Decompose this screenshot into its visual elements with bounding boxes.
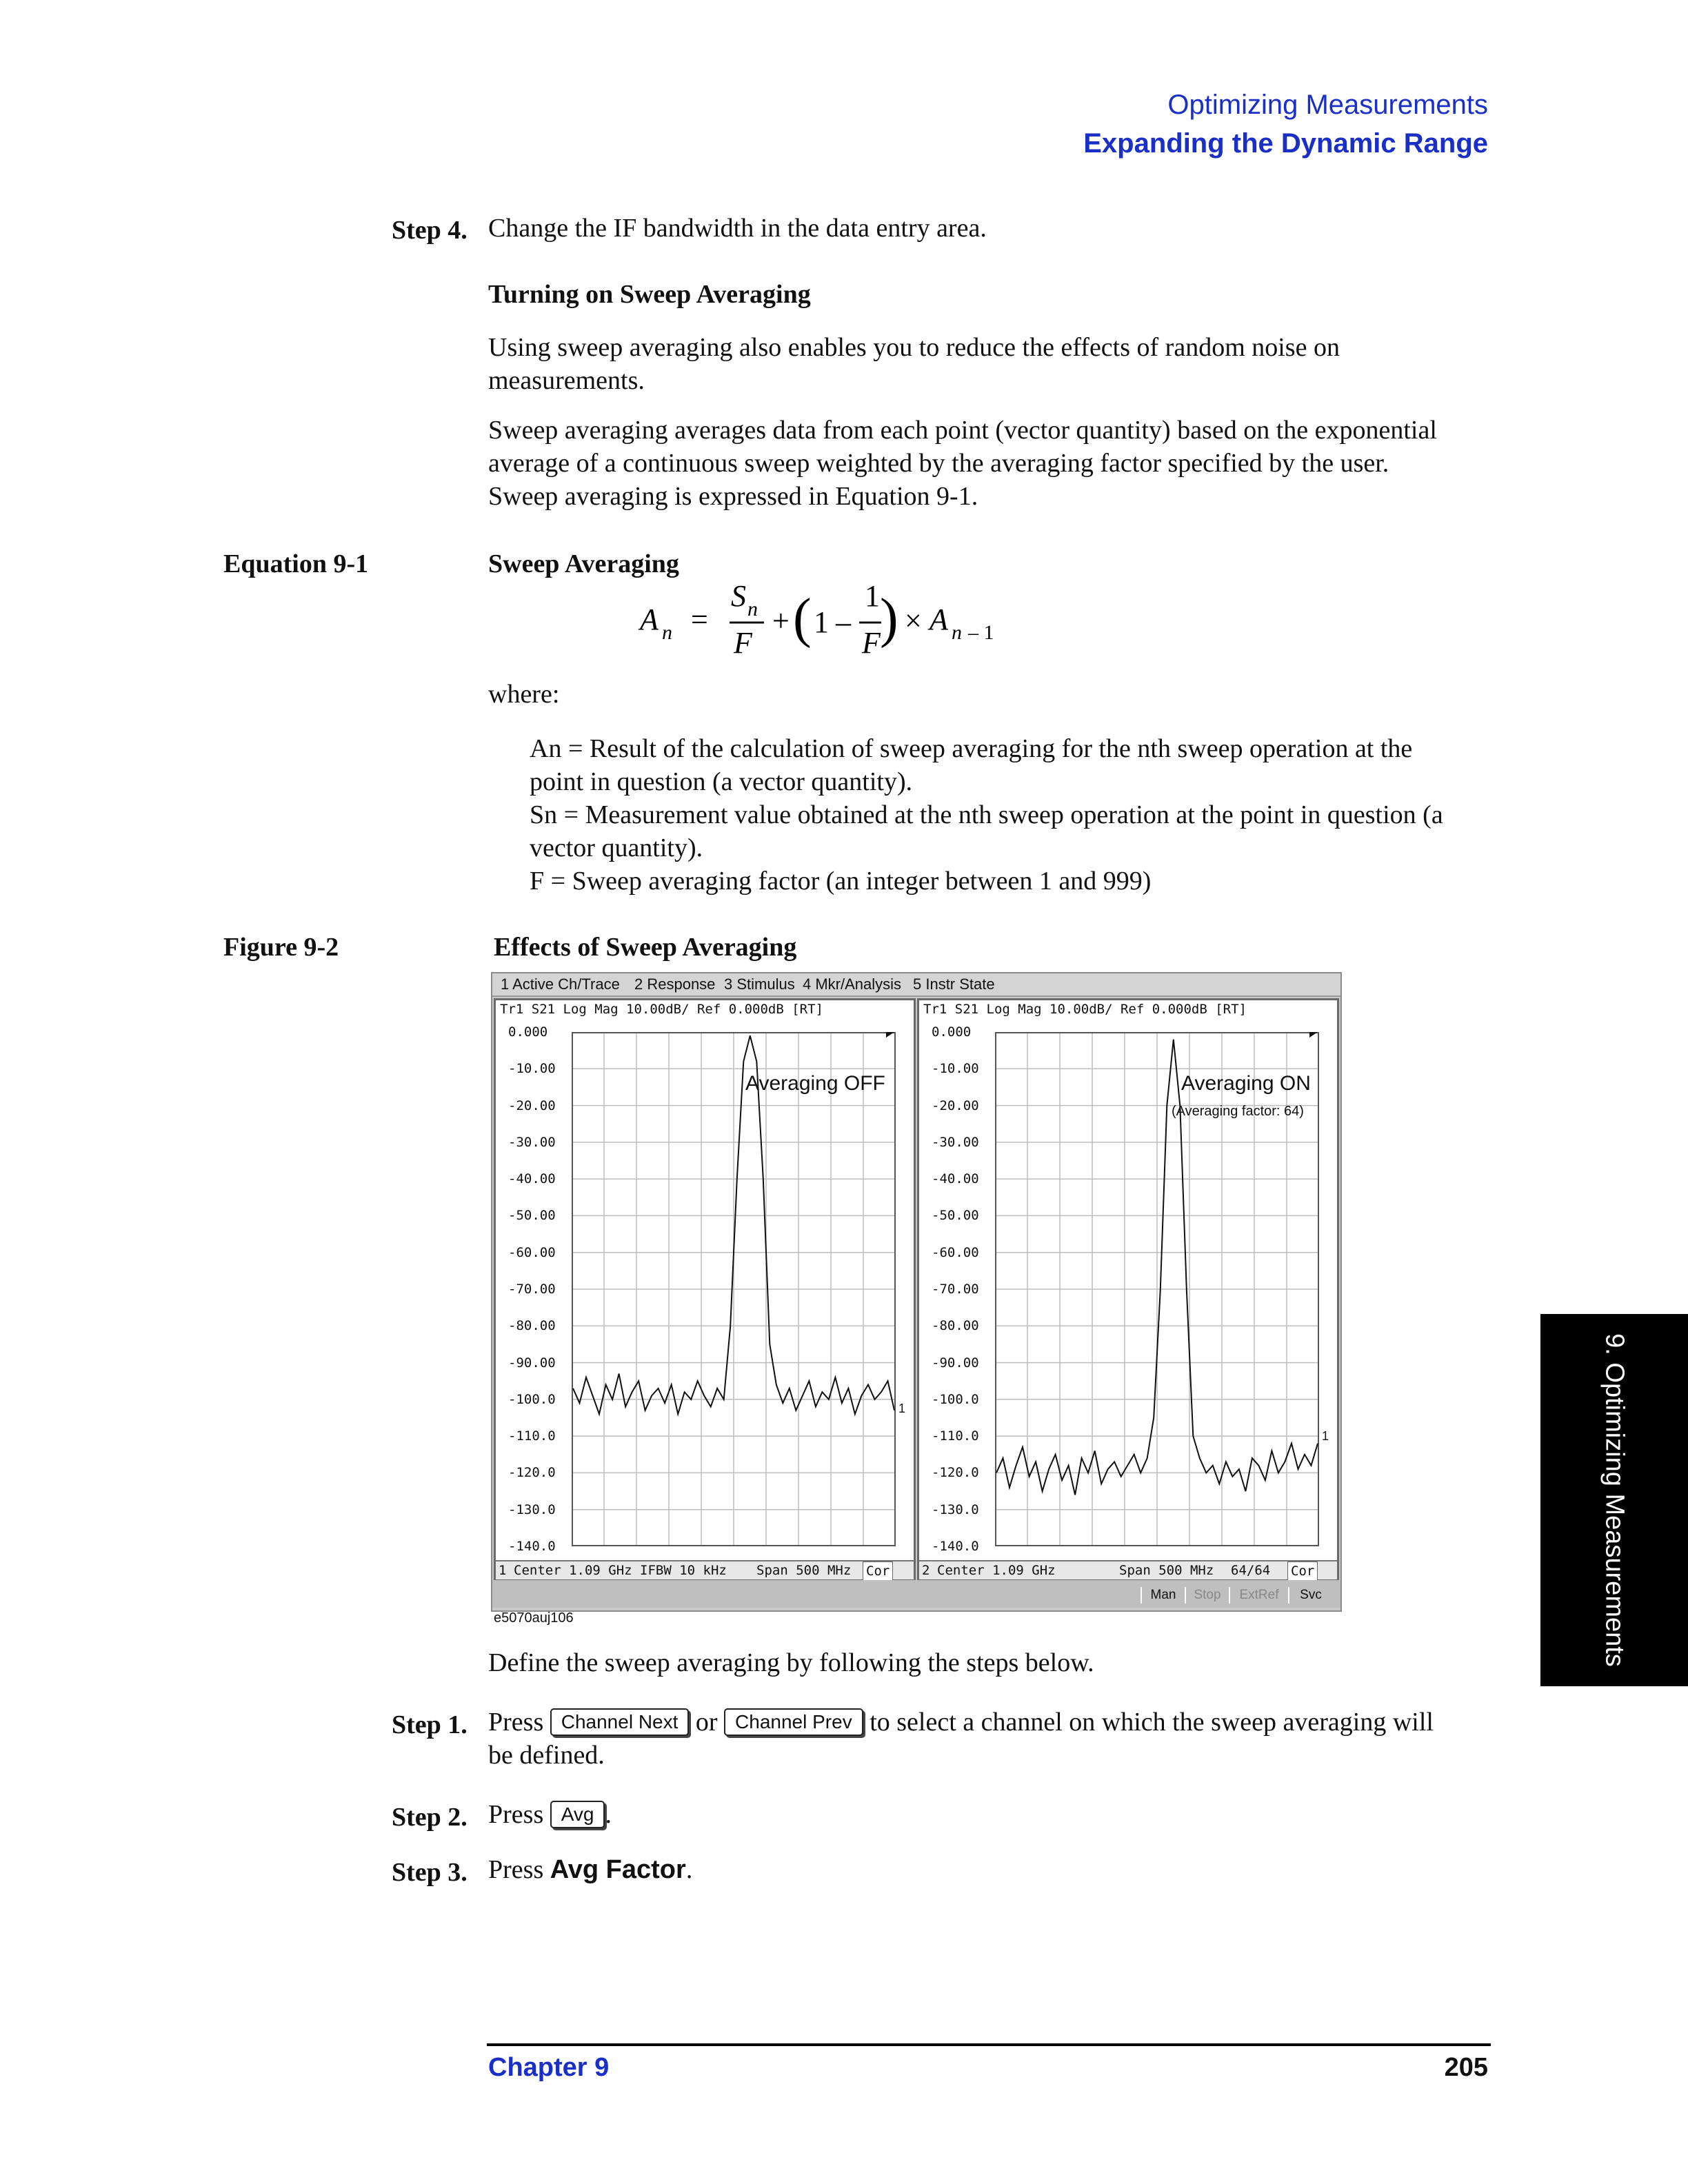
chart-grid-ch1 xyxy=(572,1032,896,1546)
status-stop: Stop xyxy=(1185,1587,1229,1604)
y-tick-label: -20.00 xyxy=(932,1098,979,1113)
y-tick-label: -30.00 xyxy=(508,1134,556,1150)
y-tick-label: -10.00 xyxy=(508,1061,556,1077)
status-center-ch2: Center 1.09 GHz xyxy=(937,1563,1056,1578)
para1-line1: Using sweep averaging also enables you to reduce the effects of random noise on xyxy=(488,333,1340,362)
reference-marker xyxy=(886,1032,894,1038)
running-header-subsection: Expanding the Dynamic Range xyxy=(1083,128,1488,159)
y-tick-label: -90.00 xyxy=(508,1355,556,1371)
figure-followup-text: Define the sweep averaging by following the steps below. xyxy=(488,1648,1094,1677)
svg-text:1: 1 xyxy=(865,579,880,613)
figure-label: Figure 9-2 xyxy=(223,933,339,962)
y-tick-label: -60.00 xyxy=(508,1244,556,1260)
svg-text:×: × xyxy=(905,604,922,638)
y-tick-label: -120.0 xyxy=(932,1465,979,1481)
step4-text: Change the IF bandwidth in the data entry area. xyxy=(488,214,987,243)
y-tick-label: -60.00 xyxy=(932,1244,979,1260)
status-center-ch1: Center 1.09 GHz IFBW 10 kHz xyxy=(514,1563,727,1578)
avg-key[interactable]: Avg xyxy=(550,1801,605,1828)
y-tick-label: -40.00 xyxy=(508,1171,556,1187)
sweep-averaging-formula xyxy=(634,576,1021,665)
svg-text:(: ( xyxy=(793,588,812,649)
svg-text:1: 1 xyxy=(814,605,829,639)
status-bar-ch1 xyxy=(496,1560,914,1579)
step2-label: Step 2. xyxy=(392,1803,468,1832)
svg-text:S: S xyxy=(731,579,746,613)
svg-text:A: A xyxy=(640,603,659,636)
step1-rest: to select a channel on which the sweep averaging will xyxy=(870,1708,1434,1737)
svg-text:n: n xyxy=(662,621,672,644)
menu-instr-state[interactable]: 5 Instr State xyxy=(913,975,995,993)
y-tick-label: -10.00 xyxy=(932,1061,979,1077)
y-tick-label: -80.00 xyxy=(932,1318,979,1334)
def-f: F = Sweep averaging factor (an integer between 1 and 999) xyxy=(530,867,1152,896)
sweep-averaging-heading: Turning on Sweep Averaging xyxy=(488,280,811,309)
analyzer-menubar xyxy=(492,973,1340,997)
svg-text:–: – xyxy=(836,605,851,639)
equation-where: where: xyxy=(488,680,560,709)
reference-marker xyxy=(1309,1032,1318,1038)
y-tick-label: -40.00 xyxy=(932,1171,979,1187)
status-avg-count-ch2: 64/64 xyxy=(1231,1563,1271,1578)
step3-period: . xyxy=(685,1855,693,1884)
y-tick-label: -130.0 xyxy=(508,1502,556,1517)
status-cor-ch1: Cor xyxy=(863,1561,893,1581)
channel-next-key[interactable]: Channel Next xyxy=(550,1708,690,1736)
status-span-ch2: Span 500 MHz xyxy=(1119,1563,1214,1578)
step3-text xyxy=(488,1853,692,1886)
step1-press: Press xyxy=(488,1708,544,1737)
marker-label-ch2: 1 xyxy=(1322,1429,1329,1443)
step3-label: Step 3. xyxy=(392,1858,468,1887)
svg-text:A: A xyxy=(930,603,948,636)
step1-line2: be defined. xyxy=(488,1741,605,1770)
y-tick-label: -140.0 xyxy=(508,1539,556,1554)
analyzer-screenshot xyxy=(491,972,1342,1612)
equation-title: Sweep Averaging xyxy=(488,549,679,578)
step2-period: . xyxy=(605,1800,612,1829)
svg-text:F: F xyxy=(734,626,752,660)
status-ch-number-2: 2 xyxy=(922,1563,930,1578)
status-extref: ExtRef xyxy=(1229,1587,1288,1604)
y-tick-label: -130.0 xyxy=(932,1502,979,1517)
analyzer-status-buttons xyxy=(492,1580,1340,1608)
footer-rule xyxy=(487,2043,1491,2046)
y-tick-label: -70.00 xyxy=(508,1282,556,1297)
y-tick-label: -80.00 xyxy=(508,1318,556,1334)
svg-text:=: = xyxy=(691,603,708,636)
annotation-averaging-off: Averaging OFF xyxy=(745,1072,885,1095)
y-tick-label: 0.000 xyxy=(932,1024,972,1040)
y-tick-label: -110.0 xyxy=(508,1428,556,1444)
sweep-averaging-para1 xyxy=(488,331,1340,397)
status-bar-ch2 xyxy=(919,1560,1337,1579)
menu-active-ch-trace[interactable]: 1 Active Ch/Trace xyxy=(501,975,620,993)
y-tick-label: -120.0 xyxy=(508,1465,556,1481)
para2-line2: average of a continuous sweep weighted by the averaging factor specified by the user. xyxy=(488,449,1389,478)
y-tick-label: -50.00 xyxy=(508,1208,556,1224)
para1-line2: measurements. xyxy=(488,366,645,395)
step2-text xyxy=(488,1798,612,1831)
def-an-line2: point in question (a vector quantity). xyxy=(530,767,913,796)
para2-line3: Sweep averaging is expressed in Equation 9-1. xyxy=(488,482,978,511)
svg-text:): ) xyxy=(880,588,898,649)
equation-definitions xyxy=(530,732,1443,898)
figure-image-id: e5070auj106 xyxy=(494,1610,574,1626)
def-sn-line2: vector quantity). xyxy=(530,833,703,862)
equation-label: Equation 9-1 xyxy=(223,549,369,578)
y-tick-label: -70.00 xyxy=(932,1282,979,1297)
y-tick-label: -90.00 xyxy=(932,1355,979,1371)
def-an-line1: An = Result of the calculation of sweep averaging for the nth sweep operation at the xyxy=(530,734,1413,763)
menu-response[interactable]: 2 Response xyxy=(634,975,716,993)
chapter-side-tab[interactable] xyxy=(1540,1314,1688,1686)
chapter-side-tab-label: 9. Optimizing Measurements xyxy=(1600,1333,1629,1667)
y-tick-label: -100.0 xyxy=(508,1391,556,1407)
marker-label-ch1: 1 xyxy=(898,1402,906,1415)
y-tick-label: 0.000 xyxy=(508,1024,548,1040)
y-tick-label: -50.00 xyxy=(932,1208,979,1224)
step1-text xyxy=(488,1706,1495,1772)
y-tick-label: -100.0 xyxy=(932,1391,979,1407)
running-header-section: Optimizing Measurements xyxy=(1167,90,1488,120)
def-sn-line1: Sn = Measurement value obtained at the nth sweep operation at the point in question (a xyxy=(530,800,1443,829)
step4-label: Step 4. xyxy=(392,216,468,245)
y-tick-label: -30.00 xyxy=(932,1134,979,1150)
channel-prev-key[interactable]: Channel Prev xyxy=(724,1708,863,1736)
step1-or: or xyxy=(695,1708,718,1737)
status-svc: Svc xyxy=(1288,1587,1332,1604)
para2-line1: Sweep averaging averages data from each point (vector quantity) based on the exponential xyxy=(488,416,1437,445)
svg-text:n: n xyxy=(952,621,962,644)
svg-text:F: F xyxy=(862,626,881,660)
channel-2-panel xyxy=(917,998,1339,1581)
channel-1-panel xyxy=(494,998,916,1581)
svg-text:+: + xyxy=(772,604,790,638)
menu-stimulus[interactable]: 3 Stimulus xyxy=(724,975,795,993)
status-man: Man xyxy=(1141,1587,1185,1604)
footer-page-number: 205 xyxy=(1444,2053,1488,2082)
step1-label: Step 1. xyxy=(392,1710,468,1739)
menu-mkr-analysis[interactable]: 4 Mkr/Analysis xyxy=(803,975,902,993)
y-tick-label: -140.0 xyxy=(932,1539,979,1554)
status-span-ch1: Span 500 MHz xyxy=(756,1563,852,1578)
y-tick-label: -20.00 xyxy=(508,1098,556,1113)
step3-press: Press xyxy=(488,1855,544,1884)
step2-press: Press xyxy=(488,1800,544,1829)
status-ch-number-1: 1 xyxy=(499,1563,507,1578)
annotation-averaging-factor: (Averaging factor: 64) xyxy=(1172,1104,1304,1119)
trace-title-ch2: Tr1 S21 Log Mag 10.00dB/ Ref 0.000dB [RT] xyxy=(923,1002,1247,1017)
y-tick-label: -110.0 xyxy=(932,1428,979,1444)
status-cor-ch2: Cor xyxy=(1287,1561,1318,1581)
avg-factor-softkey[interactable]: Avg Factor xyxy=(550,1855,686,1884)
sweep-averaging-para2 xyxy=(488,414,1437,513)
svg-text:n: n xyxy=(747,598,758,620)
figure-title: Effects of Sweep Averaging xyxy=(494,933,797,962)
svg-text:– 1: – 1 xyxy=(968,621,994,644)
footer-chapter: Chapter 9 xyxy=(488,2053,610,2082)
trace-title-ch1: Tr1 S21 Log Mag 10.00dB/ Ref 0.000dB [RT] xyxy=(500,1002,823,1017)
annotation-averaging-on: Averaging ON xyxy=(1181,1072,1311,1095)
